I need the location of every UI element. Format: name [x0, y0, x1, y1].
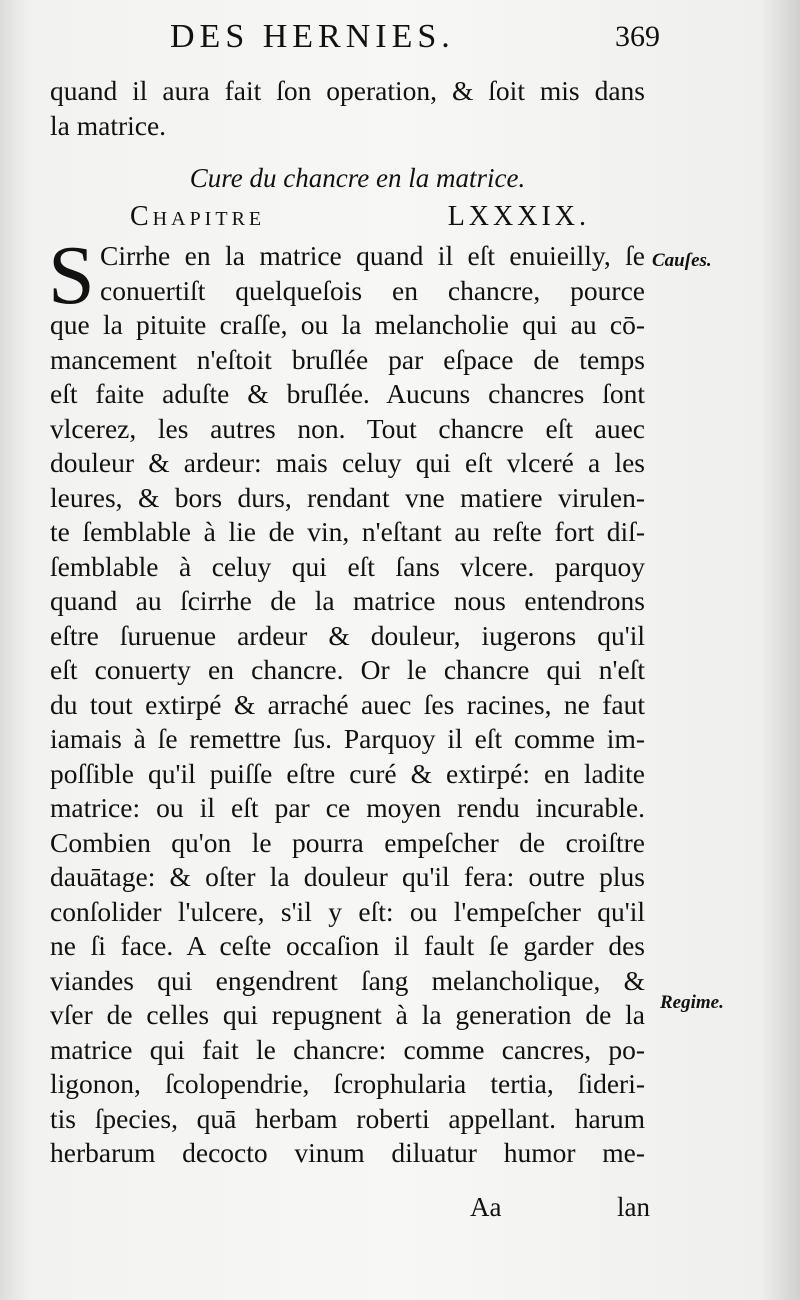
text-line: Cirrhe en la matrice quand il eſt enuieilly, ſe [100, 240, 645, 271]
text-line: matrice: ou il eſt par ce moyen rendu incurable. [50, 792, 645, 823]
text-line: eſt faite aduſte & bruſlée. Aucuns chancres ſont [50, 378, 645, 409]
page-header [60, 18, 660, 58]
text-line: la matrice. [50, 109, 167, 141]
text-line: leures, & bors durs, rendant vne matiere virulen- [50, 481, 645, 513]
text-line: tis ſpecies, quā herbam roberti appellant. harum [50, 1102, 645, 1134]
chapter-label: Chapitre [130, 201, 266, 232]
text-line: ligonon, ſcolopendrie, ſcrophularia tertia, ſideri- [50, 1068, 645, 1099]
text-line: matrice qui fait le chancre: comme cancres, po- [50, 1033, 645, 1065]
text-line: conſolider l'ulcere, s'il y eſt: ou l'empeſcher qu'il [50, 895, 645, 927]
paragraph [48, 229, 645, 1171]
marginal-note-causes: Cauſes. [652, 250, 712, 271]
text-line: ſemblable à celuy qui eſt ſans vlcere. parquoy [50, 550, 645, 582]
drop-cap: S [48, 229, 95, 322]
text-line: iamais à ſe remettre ſus. Parquoy il eſt comme im- [50, 723, 645, 754]
text-line: te ſemblable à lie de vin, n'eſtant au reſte fort diſ- [50, 516, 645, 547]
text-line: quand au ſcirrhe de la matrice nous entendrons [50, 585, 645, 616]
text-line: vſer de celles qui repugnent à la generation de la [50, 999, 645, 1030]
text-line: quand il aura fait ſon operation, & ſoit mis dans [50, 75, 645, 106]
text-line: du tout extirpé & arraché auec ſes racines, ne faut [50, 688, 645, 720]
chapter-number: LXXXIX. [447, 201, 590, 232]
page-number: 369 [615, 20, 660, 53]
text-line: poſſible qu'il puiſſe eſtre curé & extirpé: en ladite [50, 757, 645, 789]
text-line: ne ſi face. A ceſte occaſion il fault ſe garder des [50, 930, 645, 961]
text-line: que la pituite craſſe, ou la melancholie qui au cō- [50, 309, 645, 340]
text-line: eſt conuerty en chancre. Or le chancre qui n'eſt [50, 654, 645, 685]
text-line: douleur & ardeur: mais celuy qui eſt vlceré a les [50, 447, 645, 478]
text-line: vlcerez, les autres non. Tout chancre eſt auec [50, 412, 645, 444]
catchword: lan [617, 1192, 650, 1222]
text-line: Combien qu'on le pourra empeſcher de croiſtre [50, 826, 645, 858]
marginal-note-regime: Regime. [660, 992, 724, 1013]
text-line: conuertiſt quelqueſois en chancre, pource [100, 274, 645, 306]
text-line: herbarum decocto vinum diluatur humor me- [50, 1137, 645, 1168]
chapter-heading [130, 199, 590, 235]
text-line: eſtre ſuruenue ardeur & douleur, iugerons qu'il [50, 619, 645, 651]
signature-mark: Aa [470, 1192, 502, 1222]
chapter-title: Cure du chancre en la matrice. [189, 163, 526, 193]
text-line: dauātage: & oſter la douleur qu'il fera: outre plus [50, 861, 645, 892]
running-head: DES HERNIES. [170, 18, 455, 55]
text-line: viandes qui engendrent ſang melancholique, & [50, 964, 645, 996]
text-line: mancement n'eſtoit bruſlée par eſpace de temps [50, 343, 645, 375]
body-text [50, 74, 645, 1171]
